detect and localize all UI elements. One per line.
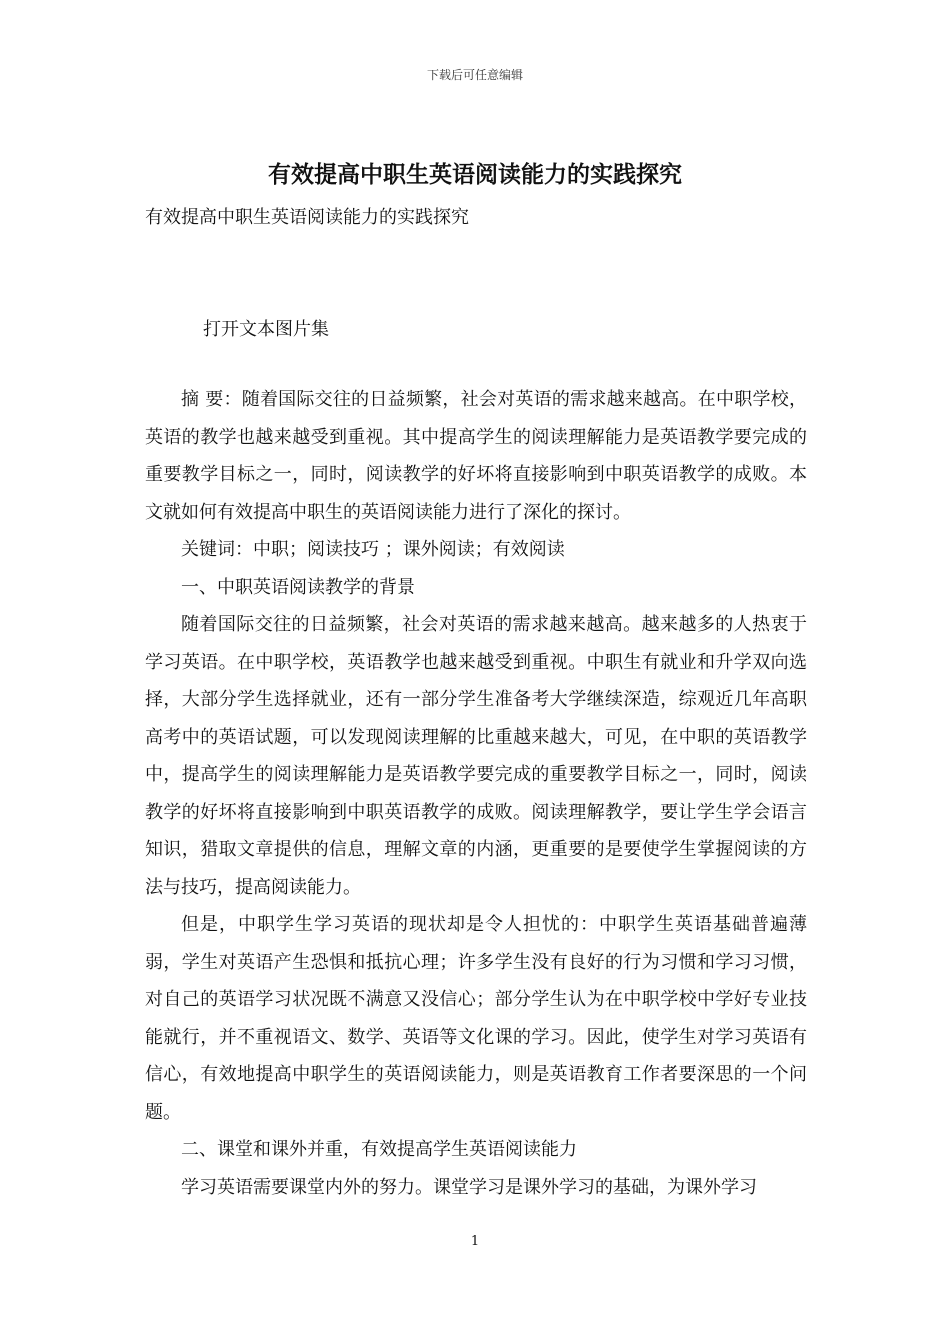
keywords-paragraph: 关键词：中职；阅读技巧 ；课外阅读；有效阅读 [181,539,565,560]
page-number: 1 [470,1234,480,1249]
section-1-paragraph-2: 但是，中职学生学习英语的现状却是令人担忧的：中职学生英语基础普遍薄弱，学生对英语产生恐惧和抵抗心理；许多学生没有良好的行为习惯和学习习惯，对自己的英语学习状况既不满意又没信心；部分学生认为在中职学校中学好专业技能就行，并不重视语文、数学、英语等文化课的学习。因此，使学生对学习英语有信心，有效地提高中职学生的英语阅读能力，则是英语教育工作者要深思的一个问题。 [145,914,807,1123]
header-note: 下载后可任意编辑 [426,68,523,82]
section-2-paragraph-1: 学习英语需要课堂内外的努力。课堂学习是课外学习的基础，为课外学习 [181,1176,757,1198]
section-2-heading: 二、课堂和课外并重，有效提高学生英语阅读能力 [181,1139,577,1160]
document-subtitle: 有效提高中职生英语阅读能力的实践探究 [145,207,469,228]
document-title: 有效提高中职生英语阅读能力的实践探究 [268,161,682,188]
section-1-paragraph-1: 随着国际交往的日益频繁，社会对英语的需求越来越高。越来越多的人热衷于学习英语。在中职学校，英语教学也越来越受到重视。中职生有就业和升学双向选择，大部分学生选择就业，还有一部分学生准备考大学继续深造，综观近几年高职高考中的英语试题，可以发现阅读理解的比重越来越大，可见，在中职的英语教学中，提高学生的阅读理解能力是英语教学要完成的重要教学目标之一，同时，阅读教学的好坏将直接影响到中职英语教学的成败。阅读理解教学，要让学生学会语言知识，猎取文章提供的信息，理解文章的内涵，更重要的是要使学生掌握阅读的方法与技巧，提高阅读能力。 [145,614,807,898]
section-1-heading: 一、中职英语阅读教学的背景 [181,576,415,598]
open-image-gallery-link[interactable]: 打开文本图片集 [203,319,329,340]
abstract-paragraph: 摘 要：随着国际交往的日益频繁，社会对英语的需求越来越高。在中职学校，英语的教学也越来越受到重视。其中提高学生的阅读理解能力是英语教学要完成的重要教学目标之一，同时，阅读教学的好坏将直接影响到中职英语教学的成败。本文就如何有效提高中职生的英语阅读能力进行了深化的探讨。 [145,389,807,523]
document-body [145,381,807,1206]
